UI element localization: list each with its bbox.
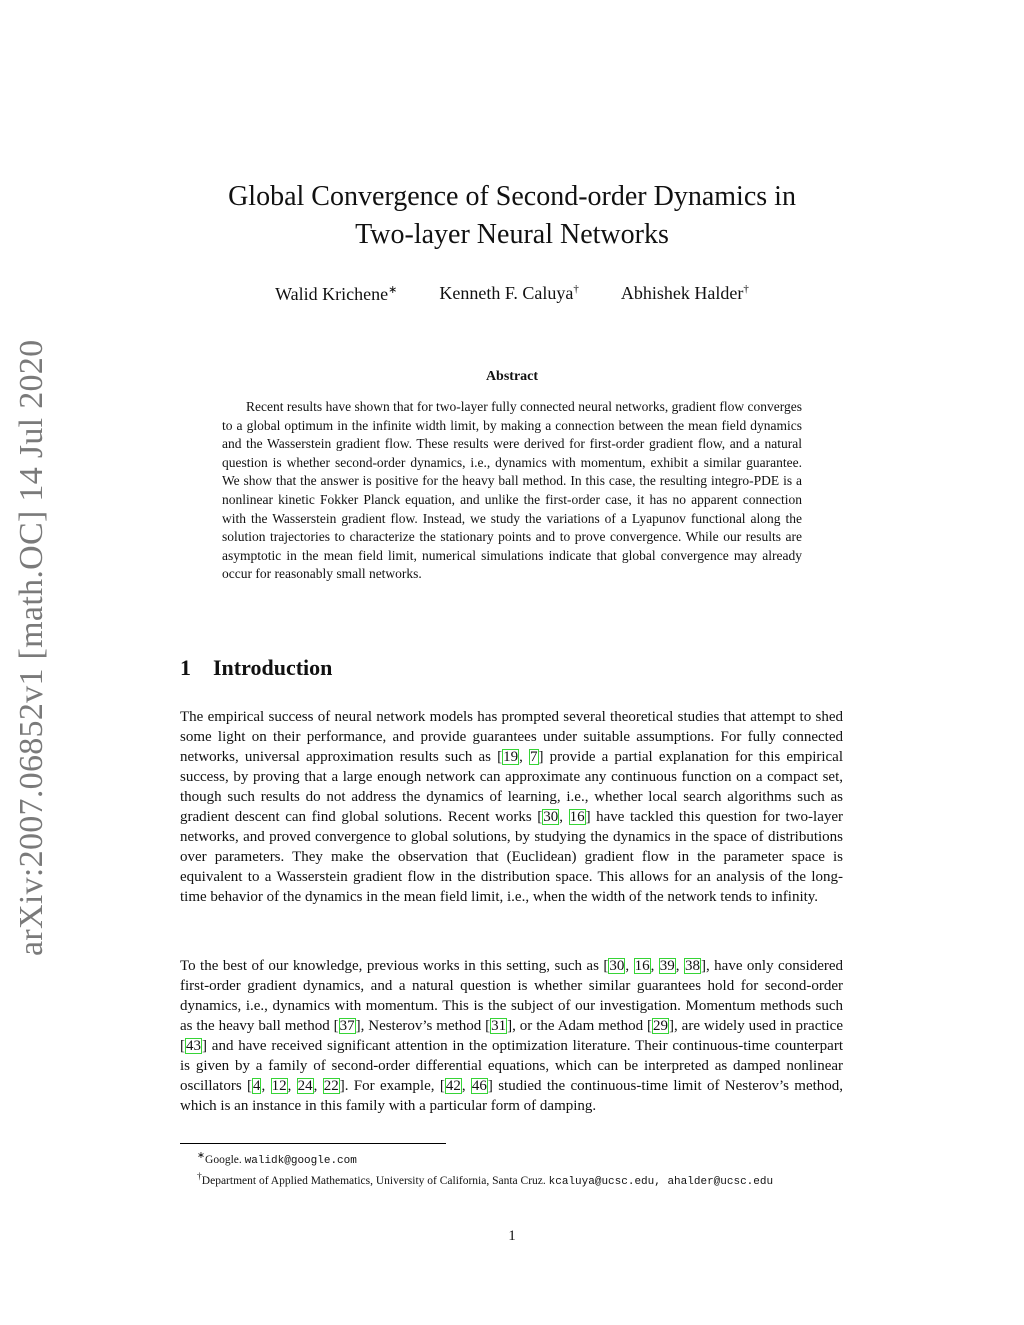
citation-link[interactable]: 30 <box>543 809 559 825</box>
abstract-text: Recent results have shown that for two-layer fully connected neural networks, gradient flow converges to a global optimum in the infinite width limit, by making a connection between the mean field dynamics and the Wasserstein gradient flow. These results were derived for first-order gradient flow, and a natural question is whether second-order dynamics, i.e., dynamics with momentum, exhibit a similar guarantee. We show that the answer is positive for the heavy ball method. In this case, the resulting integro-PDE is a nonlinear kinetic Fokker Planck equation, and unlike the first-order case, it has no apparent connection with the Wasserstein gradient flow. Instead, we study the variations of a Lyapunov functional along the solution trajectories to characterize the stationary points and to prove convergence. While our results are asymptotic in the mean field limit, numerical simulations indicate that global convergence may already occur for reasonably small networks. <box>222 399 802 582</box>
paragraph-text: ] studied the continuous-time limit of Nesterov’s method, which is an instance in this family with a particular form of damping. <box>180 1078 844 1114</box>
footnote-1 <box>180 1148 843 1169</box>
footnote-mark: ∗ <box>197 1150 206 1161</box>
footnote-mark: † <box>197 1170 202 1182</box>
section-title: Introduction <box>213 655 333 680</box>
paragraph-text: ] have tackled this question for two-layer networks, and proved convergence to global solutions, by studying the dynamics in the space of distributions over parameters. They make the observation that (Euclidean) gradient flow in the parameter space is equivalent to a Wasserstein gradient flow in the distribution space. This allows for an analysis of the long-time behavior of the dynamics in the mean field limit, i.e., when the width of the network tends to infinity. <box>180 809 844 905</box>
intro-paragraph-1 <box>180 707 843 907</box>
paragraph-text: ], Nesterov’s method [ <box>355 1018 491 1034</box>
section-heading <box>180 655 332 681</box>
citation-link[interactable]: 29 <box>653 1018 669 1034</box>
paragraph-text: , <box>261 1078 271 1094</box>
title-line-1: Global Convergence of Second-order Dynamics in <box>228 181 796 212</box>
citation-link[interactable]: 22 <box>323 1078 339 1094</box>
email-link[interactable]: walidk@google.com <box>244 1154 357 1167</box>
citation-link[interactable]: 24 <box>297 1078 313 1094</box>
footnote-text: Google. <box>205 1153 245 1166</box>
email-link[interactable]: kcaluya@ucsc.edu, ahalder@ucsc.edu <box>548 1175 774 1188</box>
citation-link[interactable]: 38 <box>684 958 700 974</box>
intro-paragraph-2 <box>180 956 843 1116</box>
author-affiliation-mark: † <box>743 283 749 295</box>
citation-link[interactable]: 46 <box>471 1078 487 1094</box>
footnote-divider <box>180 1143 446 1144</box>
paragraph-text: The empirical success of neural network models has prompted several theoretical studies that attempt to shed some light on their performance, and provide guarantees under suitable assumptions. For fully connected networks, universal approximation results such as [ <box>180 709 843 765</box>
arxiv-identifier-stamp: arXiv:2007.06852v1 [math.OC] 14 Jul 2020 <box>13 339 50 956</box>
author-affiliation-mark: ∗ <box>388 284 398 296</box>
paper-title <box>180 178 844 254</box>
citation-link[interactable]: 7 <box>530 749 538 765</box>
paragraph-text: To the best of our knowledge, previous works in this setting, such as [ <box>180 958 609 974</box>
author-name: Kenneth F. Caluya <box>439 283 574 303</box>
paragraph-text: , <box>287 1078 297 1094</box>
citation-link[interactable]: 31 <box>491 1018 507 1034</box>
paragraph-text: , <box>675 958 684 974</box>
citation-link[interactable]: 39 <box>659 958 675 974</box>
paragraph-text: ] provide a partial explanation for this empirical success, by proving that a large enough network can approximate any continuous function on a compact set, though such results do not address the dynamics of learning, i.e., whether local search algorithms such as gradient descent can find global solutions. Recent works [ <box>180 749 844 825</box>
paragraph-text: , <box>461 1078 471 1094</box>
citation-link[interactable]: 16 <box>569 809 585 825</box>
paragraph-text: , <box>650 958 659 974</box>
paragraph-text: ], or the Adam method [ <box>507 1018 653 1034</box>
citation-link[interactable]: 37 <box>339 1018 355 1034</box>
citation-link[interactable]: 42 <box>445 1078 461 1094</box>
author-name: Walid Krichene <box>275 284 389 304</box>
abstract-heading: Abstract <box>485 369 539 384</box>
citation-link[interactable]: 12 <box>271 1078 287 1094</box>
citation-link[interactable]: 30 <box>609 958 625 974</box>
author <box>439 283 579 305</box>
paragraph-text: , <box>625 958 634 974</box>
citation-link[interactable]: 43 <box>186 1038 201 1054</box>
author-name: Abhishek Halder <box>620 283 744 303</box>
paragraph-text: , <box>559 809 569 825</box>
page-number: 1 <box>508 1228 516 1244</box>
citation-link[interactable]: 16 <box>634 958 650 974</box>
footnote-2 <box>180 1169 843 1190</box>
author <box>621 283 749 305</box>
footnotes <box>180 1148 843 1190</box>
paragraph-text: ]. For example, [ <box>339 1078 445 1094</box>
section-number: 1 <box>180 655 191 680</box>
footnote-text: Department of Applied Mathematics, University of California, Santa Cruz. <box>201 1174 549 1187</box>
paragraph-text: ] and have received significant attention in the optimization literature. Their continuous-time counterpart is given by a family of second-order differential equations, which can be interpreted as damped nonlinear oscillators [ <box>180 1038 843 1094</box>
paragraph-text: , <box>519 749 530 765</box>
paragraph-text: ], are widely used in practice [ <box>180 1018 844 1054</box>
author-affiliation-mark: † <box>573 283 579 295</box>
author-list <box>180 283 844 305</box>
citation-link[interactable]: 19 <box>503 749 519 765</box>
paragraph-text: ], have only considered first-order gradient dynamics, and a natural question is whether similar guarantees hold for second-order dynamics, i.e., dynamics with momentum. This is the subject of our investigation. Momentum methods such as the heavy ball method [ <box>180 958 844 1034</box>
author <box>275 283 397 305</box>
paragraph-text: , <box>313 1078 323 1094</box>
title-line-2: Two-layer Neural Networks <box>355 219 669 250</box>
citation-link[interactable]: 4 <box>252 1078 261 1094</box>
